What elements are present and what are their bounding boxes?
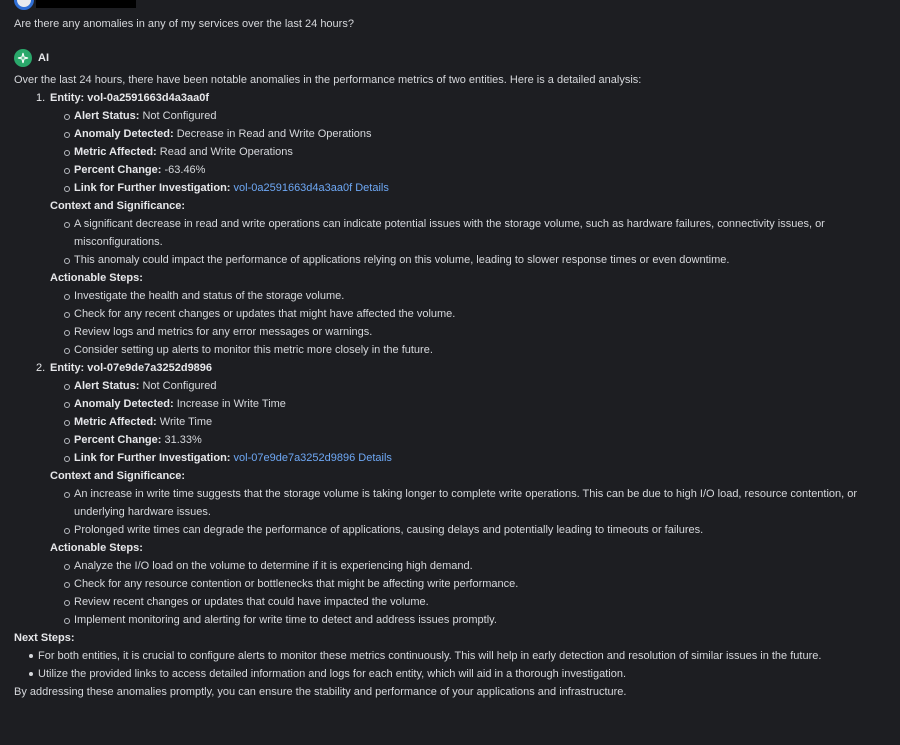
list-item: Anomaly Detected: Increase in Write Time (74, 395, 892, 413)
list-item: A significant decrease in read and write operations can indicate potential issues with the storage volume, such as hardware failures, connectivity issues, or misconfigurations. (74, 215, 892, 251)
list-item: Prolonged write times can degrade the performance of applications, causing delays and potentially leading to timeouts or failures. (74, 521, 892, 539)
list-item: Anomaly Detected: Decrease in Read and Write Operations (74, 125, 892, 143)
list-item: Consider setting up alerts to monitor this metric more closely in the future. (74, 341, 892, 359)
next-steps-heading: Next Steps: (14, 632, 75, 644)
entity-title: 1. Entity: vol-0a2591663d4a3aa0f (36, 92, 209, 104)
list-item: Review logs and metrics for any error messages or warnings. (74, 323, 892, 341)
list-item: This anomaly could impact the performance of applications relying on this volume, leading to slower response times or even downtime. (74, 251, 892, 269)
list-item: Percent Change: 31.33% (74, 431, 892, 449)
context-list (14, 215, 892, 269)
closing-text: By addressing these anomalies promptly, you can ensure the stability and performance of your applications and infrastructure. (14, 686, 627, 698)
ai-message-header (14, 49, 49, 67)
entity-details-link[interactable]: vol-0a2591663d4a3aa0f Details (233, 182, 389, 194)
entity-block (14, 359, 892, 629)
steps-heading: Actionable Steps: (50, 542, 143, 554)
sparkle-icon (14, 49, 32, 67)
entity-title: 2. Entity: vol-07e9de7a3252d9896 (36, 362, 213, 374)
ai-message-body (14, 71, 892, 701)
list-item: Link for Further Investigation: vol-07e9de7a3252d9896 Details (74, 449, 892, 467)
context-heading: Context and Significance: (50, 200, 186, 212)
list-item: Check for any recent changes or updates that might have affected the volume. (74, 305, 892, 323)
entity-details-link[interactable]: vol-07e9de7a3252d9896 Details (233, 452, 392, 464)
context-list (14, 485, 892, 539)
list-item: Metric Affected: Read and Write Operations (74, 143, 892, 161)
user-avatar (14, 0, 34, 10)
list-item: Check for any resource contention or bottlenecks that might be affecting write performance. (74, 575, 892, 593)
ai-label: AI (38, 52, 49, 64)
list-item: Implement monitoring and alerting for write time to detect and address issues promptly. (74, 611, 892, 629)
list-item: Review recent changes or updates that could have impacted the volume. (74, 593, 892, 611)
redacted-username (36, 0, 136, 8)
list-item: Utilize the provided links to access detailed information and logs for each entity, which will aid in a thorough investigation. (38, 665, 892, 683)
list-item: An increase in write time suggests that the storage volume is taking longer to complete write operations. This can be due to high I/O load, resource contention, or underlying hardware issues. (74, 485, 892, 521)
list-item: Alert Status: Not Configured (74, 107, 892, 125)
entity-details (14, 377, 892, 467)
steps-list (14, 557, 892, 629)
entity-block (14, 89, 892, 359)
list-item: Alert Status: Not Configured (74, 377, 892, 395)
list-item: Metric Affected: Write Time (74, 413, 892, 431)
list-item: Percent Change: -63.46% (74, 161, 892, 179)
ai-intro: Over the last 24 hours, there have been notable anomalies in the performance metrics of two entities. Here is a detailed analysis: (14, 74, 642, 86)
steps-heading: Actionable Steps: (50, 272, 143, 284)
user-message: Are there any anomalies in any of my services over the last 24 hours? (14, 18, 354, 30)
list-item: For both entities, it is crucial to configure alerts to monitor these metrics continuously. This will help in early detection and resolution of similar issues in the future. (38, 647, 892, 665)
list-item: Investigate the health and status of the storage volume. (74, 287, 892, 305)
context-heading: Context and Significance: (50, 470, 186, 482)
list-item: Link for Further Investigation: vol-0a2591663d4a3aa0f Details (74, 179, 892, 197)
list-item: Analyze the I/O load on the volume to determine if it is experiencing high demand. (74, 557, 892, 575)
entity-details (14, 107, 892, 197)
steps-list (14, 287, 892, 359)
next-steps-list (14, 647, 892, 683)
